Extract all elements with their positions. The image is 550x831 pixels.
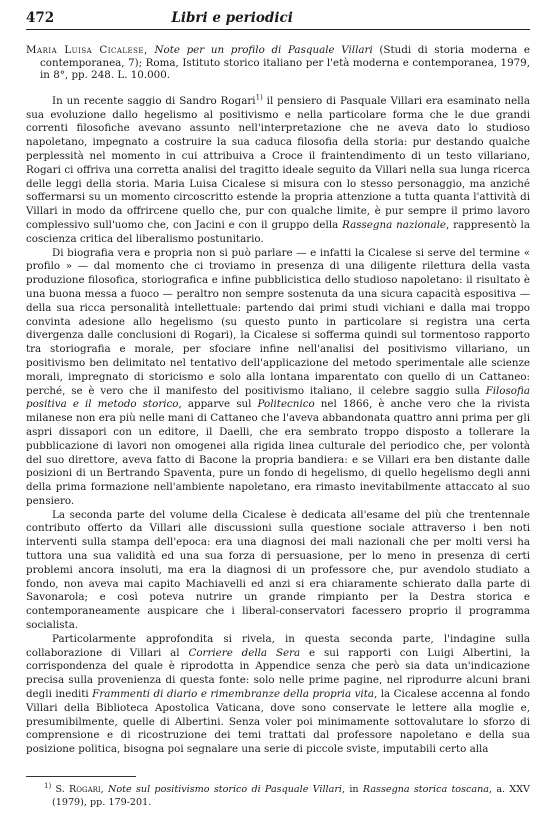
- page: [26, 10, 530, 757]
- footnote-ref: 1): [255, 93, 263, 102]
- bibliographic-entry: [26, 44, 530, 82]
- running-title: Libri e periodici: [171, 10, 293, 26]
- paragraph-2: Di biografia vera e propria non si può parlare — e infatti la Cicalese si serve del termine « profilo » — dal momento che ci troviamo in presenza di una diligente rilettura della vasta produzione filosofica, storiografica e infine pubblicistica dello studioso napoletano: il risultato è una buona messa a fuoco — peraltro non sempre sostenuta da una sicura capacità espositiva — della sua ricca personalità intellettuale: partendo dai primi studi vichiani e dalla mai troppo convinta adesione allo hegelismo (su questo punto in particolare si registra una certa divergenza dalle conclusioni di Rogari), la Cicalese si sofferma quindi sul tormentoso rapporto tra storiografia e morale, per sfociare infine nell'analisi del positivismo villariano, un positivismo ben delimitato nel tentativo dell'applicazione del metodo sperimentale alle scienze morali, impregnato di storicismo e solo alla lontana imparentato con quello di un Cattaneo: perché, se è vero che il manifesto del positivismo italiano, il celebre saggio sulla Filosofia positiva e il metodo storico, apparve sul Politecnico nel 1866, è anche vero che la rivista milanese non era più nelle mani di Cattaneo che l'aveva abbandonata quattro anni prima per gli aspri dissapori con un editore, il Daelli, che era sembrato troppo disposto a tollerare la pubblicazione di lavori non omogenei alla rigida linea culturale del periodico che, per volontà del suo direttore, aveva fatto di Bacone la propria bandiera: e se Villari era ben distante dalle posizioni di un Bertrando Spaventa, pure un fondo di hegelismo, di quello hegelismo degli anni della prima formazione nell'ambiente napoletano, era rimasto inevitabilmente attaccato al suo pensiero.: [26, 246, 530, 507]
- review-body: [26, 95, 530, 757]
- book-title: Note per un profilo di Pasquale Villari: [154, 44, 373, 56]
- review-author: Maria Luisa Cicalese,: [26, 44, 148, 56]
- footnote: $^{1)}$ S. Rogari, Note sul positivismo storico di Pasquale Villari, in Rassegna storica toscana, a. XXV (1979), pp. 179-201.: [44, 781, 530, 808]
- footnote-journal: Rassegna storica toscana: [362, 784, 490, 795]
- paragraph-4: Particolarmente approfondita si rivela, in questa seconda parte, l'indagine sulla collaborazione di Villari al Corriere della Sera e sui rapporti con Luigi Albertini, la corrispondenza del quale è riprodotta in Appendice senza che però sia data un'indicazione precisa sulla provenienza di questa fonte: solo nelle prime pagine, nel riprodurre alcuni brani degli inediti Frammenti di diario e rimembranze della propria vita, la Cicalese accenna al fondo Villari della Biblioteca Apostolica Vaticana, dove sono conservate le lettere alla moglie e, presumibilmente, quelle di Albertini. Senza voler poi minimamente sottovalutare lo sforzo di comprensione e di ricostruzione dei temi trattati dal professore napoletano e della sua posizione politica, bisogna poi segnalare una serie di piccole sviste, imputabili certo alla: [26, 632, 530, 756]
- book-details: (Studi di storia moderna e contemporanea, 7); Roma, Istituto storico italiano per l'età moderna e contemporanea, 1979, in 8°, pp. 248. L. 10.000.: [40, 44, 530, 82]
- footnote-author: S. Rogari,: [55, 784, 104, 795]
- footnote-marker: 1): [44, 781, 52, 790]
- page-number: 472: [26, 10, 55, 26]
- footnote-title: Note sul positivismo storico di Pasquale Villari: [108, 784, 343, 795]
- paragraph-3: La seconda parte del volume della Cicalese è dedicata all'esame del più che trentennale contributo offerto da Villari alle discussioni sulla questione sociale attraverso i ben noti interventi sulla stampa dell'epoca: era una diagnosi dei mali nazionali che per molti versi ha tuttora una sua validità ed una sua forza di persuasione, per lo meno in presenza di certi problemi ancora insoluti, ma era la diagnosi di un professore che, pur avendolo studiato a fondo, non aveva mai capito Machiavelli ed anzi si era chiaramente schierato dalla parte di Savonarola; e così poteva nutrire un grande rimpianto per la Destra storica e contemporaneamente auspicare che i liberal-conservatori facessero proprio il programma socialista.: [26, 508, 530, 632]
- running-header: [26, 10, 530, 30]
- paragraph-1: In un recente saggio di Sandro Rogari$^{1)}$ il pensiero di Pasquale Villari era esaminato nella sua evoluzione dallo hegelismo al positivismo e nella particolare forma che le due grandi correnti filosofiche avevano assunto nell'interpretazione che ne aveva dato lo studioso napoletano, impegnato a costruire la sua caduca filosofia della storia: pur destando qualche perplessità nel momento in cui attribuiva a Croce il fraintendimento di un testo villariano, Rogari ci offriva una corretta analisi del tragitto ideale seguito da Villari nella sua lunga ricerca delle leggi della storia. Maria Luisa Cicalese si misura con lo stesso personaggio, ma anziché soffermarsi su un momento circoscritto estende la propria attenzione a tutta quanta l'attività di Villari in modo da offrircene quello che, pur con qualche limite, è pur sempre il primo lavoro complessivo sull'uomo che, con Jacini e con il gruppo della Rassegna nazionale, rappresentò la coscienza critica del liberalismo postunitario.: [26, 93, 530, 245]
- footnote-divider: [26, 776, 136, 777]
